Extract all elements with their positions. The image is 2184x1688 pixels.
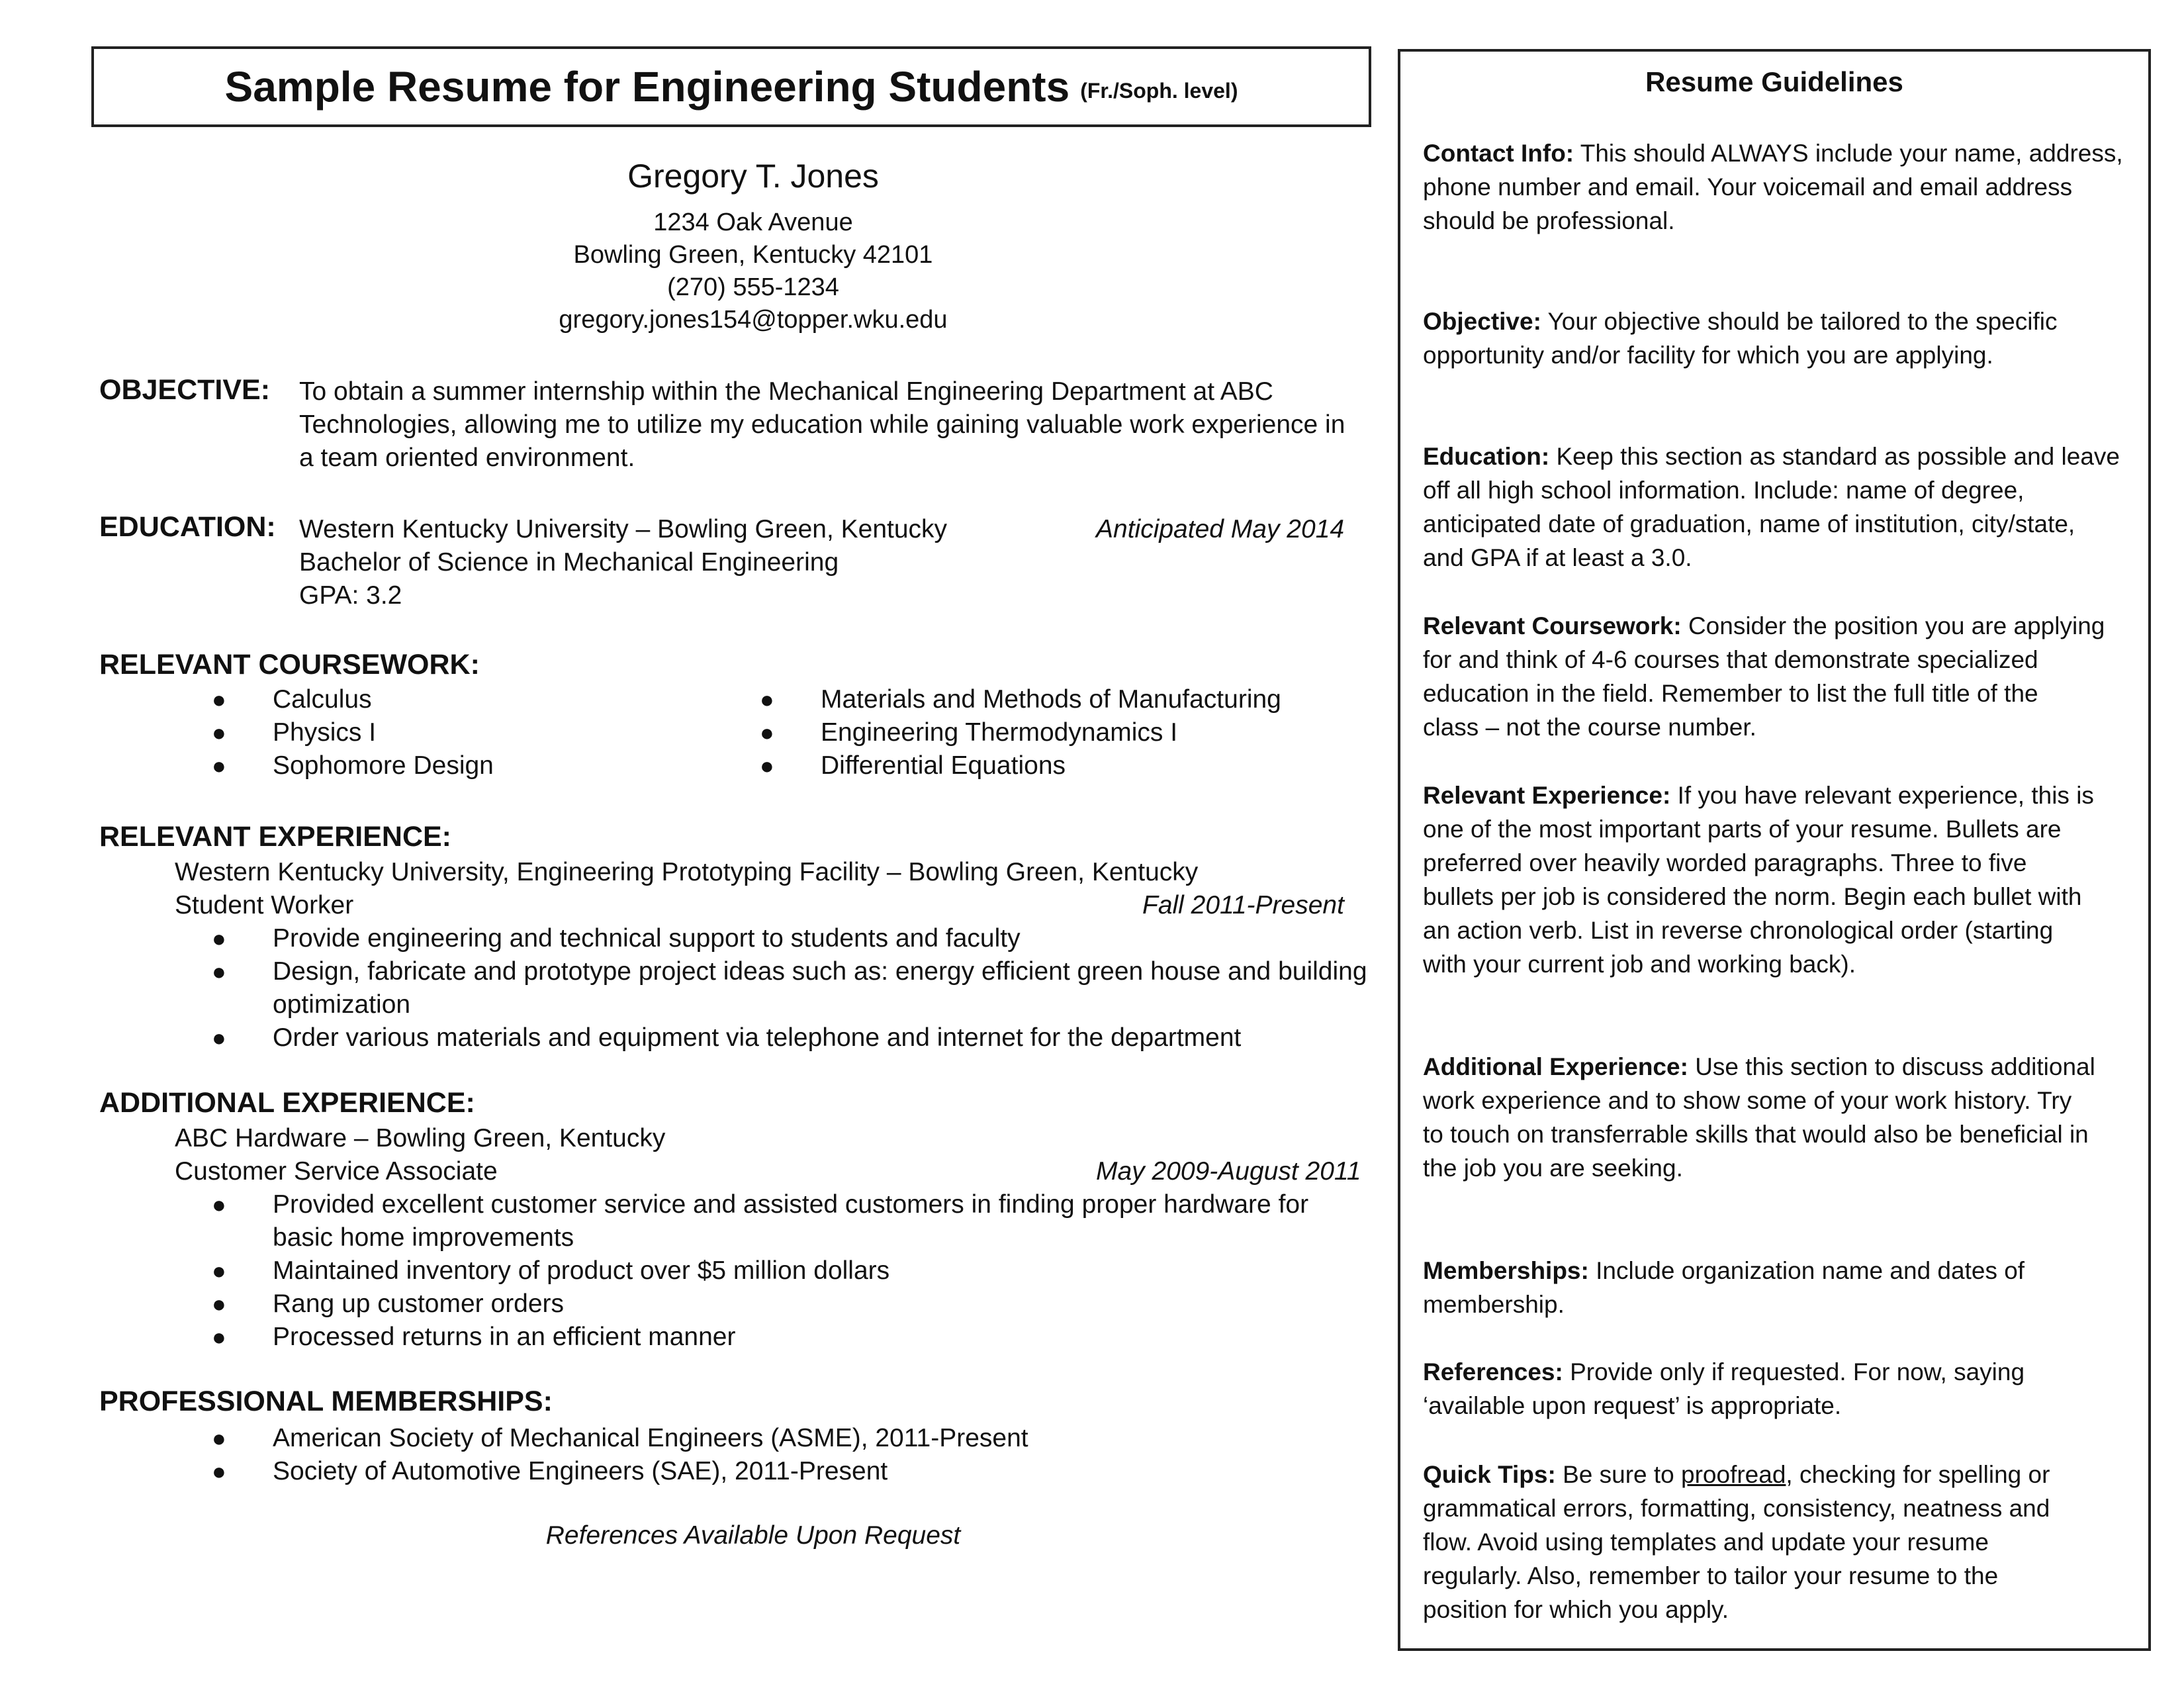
memberships-heading: PROFESSIONAL MEMBERSHIPS: [99,1385,553,1417]
list-item: ● Rang up customer orders [212,1289,565,1318]
document-subtitle: (Fr./Soph. level) [1080,78,1238,103]
guideline-education: Education: Keep this section as standard as possible and leave off all high school information. Include: name of degree, anticipated date of graduation, name of institution, city/state, and GPA if at least a 3.0. [1423,443,2120,571]
objective-heading: OBJECTIVE: [99,374,271,406]
list-item: ● Provide engineering and technical support to students and faculty [212,924,1021,953]
additional-experience-date: May 2009-August 2011 [1096,1157,1361,1186]
additional-experience-heading: ADDITIONAL EXPERIENCE: [99,1087,475,1119]
education-date: Anticipated May 2014 [1096,515,1345,543]
additional-experience-role: Customer Service Associate [175,1157,498,1186]
guideline-additional: Additional Experience: Use this section to discuss additional work experience and to show some of your work history. Try to touch on transferrable skills that would also be beneficial in the job you are seeking. [1423,1053,2095,1182]
address-line-2: Bowling Green, Kentucky 42101 [573,241,933,269]
list-item: ● Engineering Thermodynamics I [760,718,1178,747]
document-title: Sample Resume for Engineering Students [224,63,1070,111]
guideline-coursework: Relevant Coursework: Consider the position you are applying for and think of 4-6 courses that demonstrate specialized education in the field. Remember to list the full title of the class – not the course number. [1423,612,2105,741]
list-item: ● Physics I [212,718,377,747]
list-item-continuation: optimization [273,990,411,1019]
list-item: ● American Society of Mechanical Engineers (ASME), 2011-Present [212,1424,1028,1452]
coursework-list-right [733,683,1281,782]
education-gpa: GPA: 3.2 [299,581,402,610]
education-heading: EDUCATION: [99,511,276,543]
additional-experience-bullets [185,1188,1416,1354]
list-item: ● Processed returns in an efficient manner [212,1323,736,1351]
guideline-objective: Objective: Your objective should be tailored to the specific opportunity and/or facility for which you are applying. [1423,308,2058,369]
list-item: ● Differential Equations [760,751,1066,780]
title-box [91,46,1371,127]
list-item: ● Design, fabricate and prototype project ideas such as: energy efficient green house and building [212,957,1367,986]
relevant-experience-org: Western Kentucky University, Engineering Prototyping Facility – Bowling Green, Kentucky [175,858,1199,886]
guideline-contact: Contact Info: This should ALWAYS include your name, address, phone number and email. Your voicemail and email address should be professional. [1423,140,2123,234]
email: gregory.jones154@topper.wku.edu [559,306,948,334]
list-item: ● Sophomore Design [212,751,494,780]
objective-line: Technologies, allowing me to utilize my education while gaining valuable work experience in [299,410,1345,439]
guideline-tips: Quick Tips: Be sure to proofread, checking for spelling or grammatical errors, formatting, consistency, neatness and flow. Avoid using templates and update your resume regularly. Also, remember to tailor your resume to the position for which you apply. [1423,1461,2050,1623]
list-item: ● Provided excellent customer service and assisted customers in finding proper hardware for [212,1190,1309,1219]
list-item: ● Society of Automotive Engineers (SAE), 2011-Present [212,1457,888,1485]
guidelines-title: Resume Guidelines [1645,66,1903,97]
relevant-experience-heading: RELEVANT EXPERIENCE: [99,821,451,853]
guideline-experience: Relevant Experience: If you have relevant experience, this is one of the most important parts of your resume. Bullets are preferred over heavily worded paragraphs. Three to five bullets per job is considered the norm. Begin each bullet with an action verb. List in reverse chronological order (starting with your current job and working back). [1423,782,2094,978]
candidate-name: Gregory T. Jones [627,158,879,195]
education-school: Western Kentucky University – Bowling Green, Kentucky [299,515,948,543]
objective-line: To obtain a summer internship within the Mechanical Engineering Department at ABC [299,377,1273,406]
address-line-1: 1234 Oak Avenue [653,209,853,236]
phone: (270) 555-1234 [667,273,839,301]
relevant-experience-date: Fall 2011-Present [1142,891,1344,919]
guideline-references: References: Provide only if requested. For now, saying ‘available upon request’ is appropriate. [1423,1358,2025,1419]
additional-experience-org: ABC Hardware – Bowling Green, Kentucky [175,1124,666,1152]
coursework-heading: RELEVANT COURSEWORK: [99,649,480,680]
objective-line: a team oriented environment. [299,444,635,472]
list-item-continuation: basic home improvements [273,1223,574,1252]
proofread-word: proofread [1681,1461,1786,1488]
list-item: ● Maintained inventory of product over $5 million dollars [212,1256,890,1285]
coursework-list-left [185,683,494,782]
education-degree: Bachelor of Science in Mechanical Engineering [299,548,839,577]
list-item: ● Calculus [212,685,372,714]
relevant-experience-role: Student Worker [175,891,354,919]
list-item: ● Materials and Methods of Manufacturing [760,685,1281,714]
guideline-memberships: Memberships: Include organization name and dates of membership. [1423,1257,2025,1318]
list-item: ● Order various materials and equipment via telephone and internet for the department [212,1023,1242,1052]
relevant-experience-bullets [185,922,1416,1055]
memberships-bullets [185,1422,1028,1488]
references-note: References Available Upon Request [545,1521,961,1550]
